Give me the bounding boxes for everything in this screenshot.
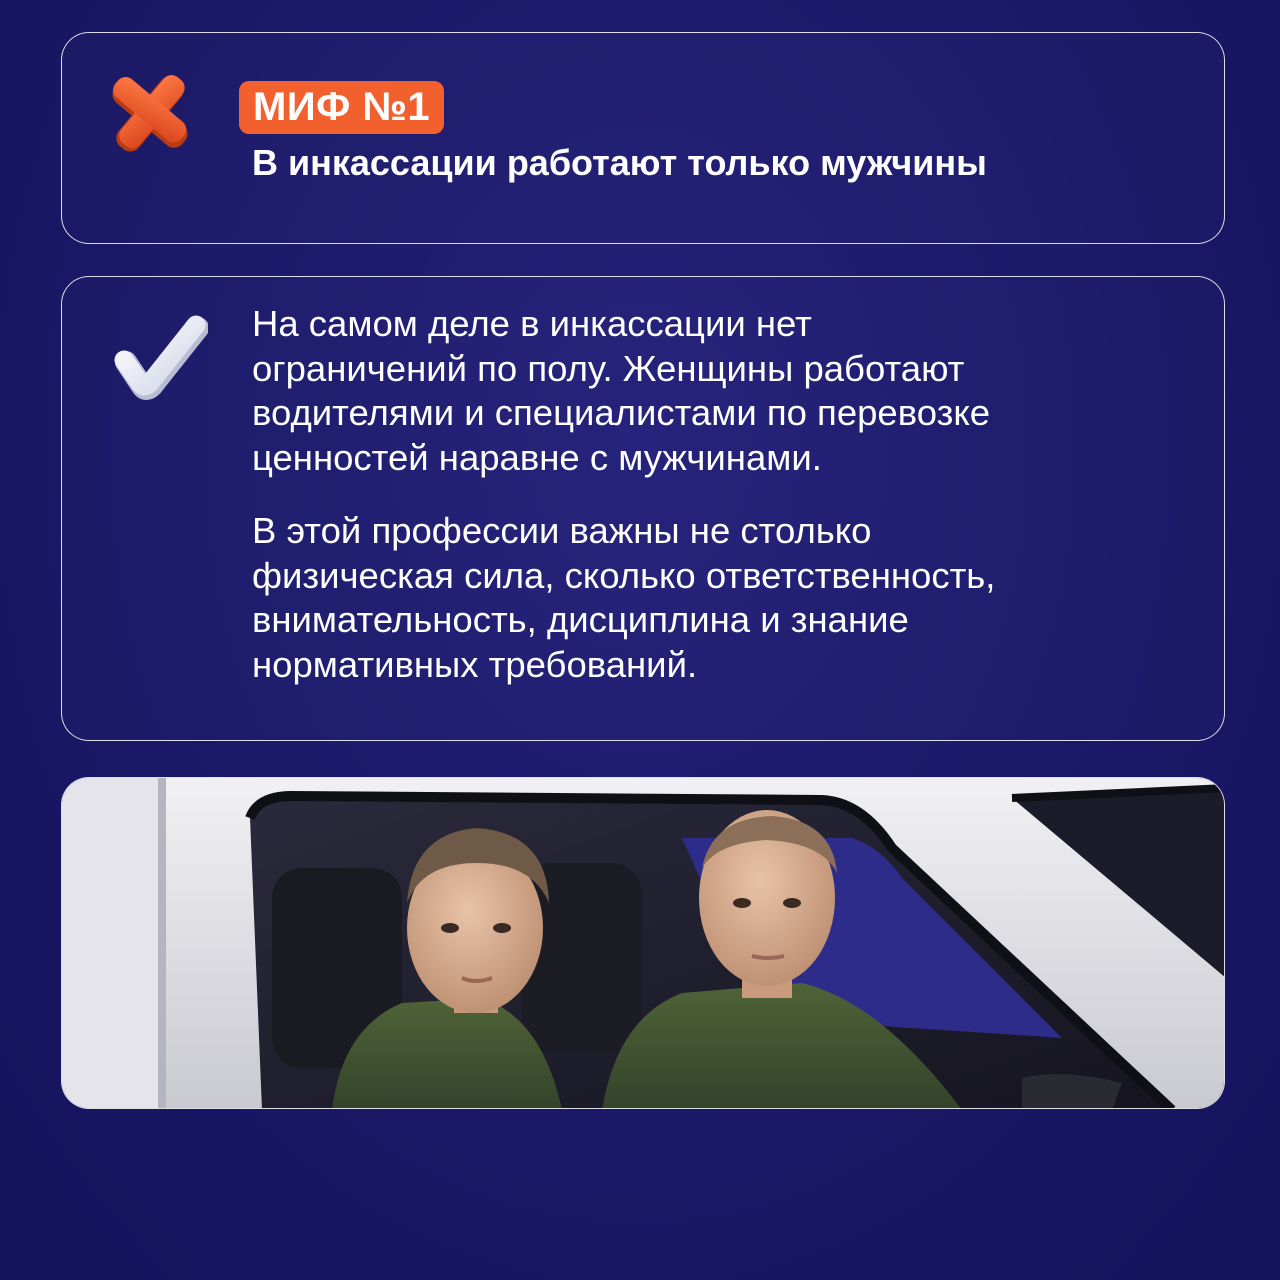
- fact-line: нормативных требований.: [252, 643, 698, 685]
- cross-icon: [105, 64, 195, 164]
- fact-paragraph-1: [252, 302, 1192, 480]
- fact-line: ценностей наравне с мужчинами.: [252, 436, 822, 478]
- fact-line: физическая сила, сколько ответственность,: [252, 554, 996, 596]
- fact-line: На самом деле в инкассации нет: [252, 303, 812, 344]
- photo-card: [61, 777, 1225, 1109]
- fact-line: В этой профессии важны не столько: [252, 510, 872, 551]
- fact-line: внимательность, дисциплина и знание: [252, 599, 909, 640]
- myth-card: [61, 32, 1225, 244]
- crew-in-vehicle-illustration: [62, 778, 1225, 1109]
- fact-paragraph-2: [252, 509, 1192, 687]
- check-icon: [112, 310, 208, 402]
- fact-line: ограничений по полу. Женщины работают: [252, 347, 965, 389]
- myth-badge: МИФ №1: [239, 81, 444, 134]
- myth-title: В инкассации работают только мужчины: [252, 142, 987, 183]
- fact-line: водителями и специалистами по перевозке: [252, 392, 991, 433]
